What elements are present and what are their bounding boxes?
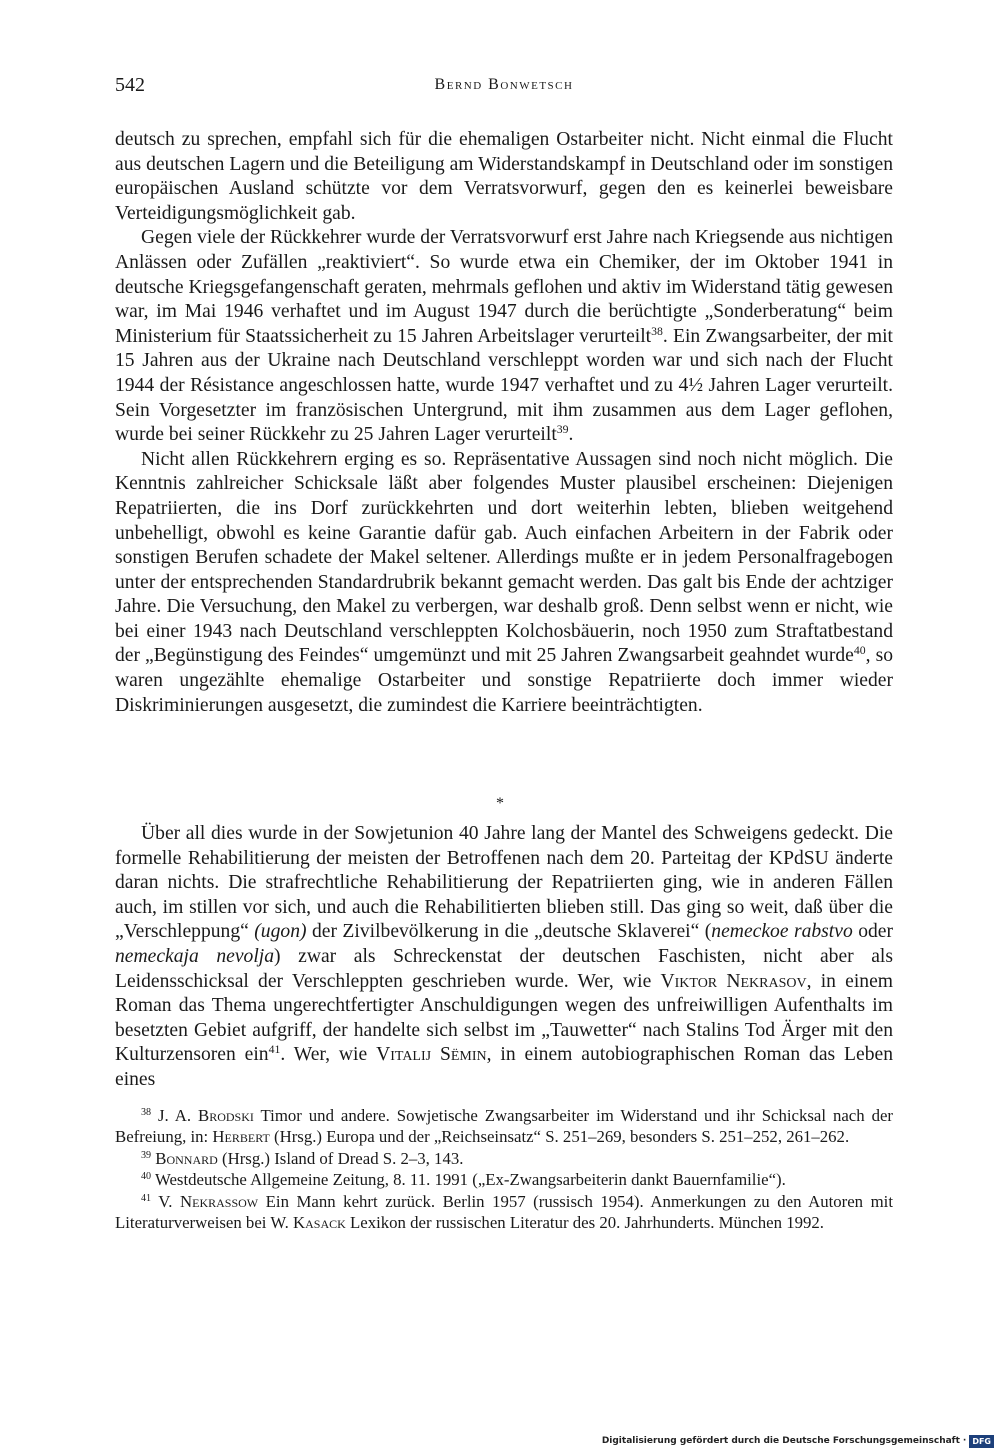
footnote-ref-40[interactable]: 40: [853, 644, 866, 658]
paragraph-3: Nicht allen Rückkehrern erging es so. Repräsentative Aussagen sind noch nicht möglich. Die Kenntnis zahlreicher Schicksale läßt aber folgendes Muster plausibel erscheinen: Diejenigen Repatriierten, die ins Dorf zurückkehrten und dort weiterhin lebten, blieben weitgehend unbehelligt, obwohl es keine Garantie dafür gab. Auch einfachen Arbeitern in der Fabrik oder sonstigen Berufen schadete der Makel seltener. Allerdings mußte er in jedem Personalfragebogen unter der entsprechenden Standardrubrik bekannt gemacht werden. Das galt bis Ende der achtziger Jahre. Die Versuchung, den Makel zu verbergen, war deshalb groß. Denn selbst wenn er nicht, wie bei einer 1943 nach Deutschland verschleppten Kolchosbäuerin, noch 1950 zum Straftatbestand der „Begünstigung des Feindes“ umgemünzt und mit 25 Jahren Zwangsarbeit geahndet wurde$^{40}$, so waren ungezählte ehemalige Ostarbeiter und sonstige Repatriierte doch immer wieder Diskriminierungen ausgesetzt, die zumindest die Karriere beeinträchtigten.: [115, 448, 893, 716]
page-header: [115, 74, 893, 104]
footnote-38: $^{38}$ J. A. Brodski Timor und andere. Sowjetische Zwangsarbeiter im Widerstand und ihr Schicksal nach der Befreiung, in: Herbert (Hrsg.) Europa und der „Reichseinsatz“ S. 251–269, besonders S. 251–252, 261–262.: [115, 1106, 894, 1147]
running-head: Bernd Bonwetsch: [434, 76, 574, 93]
footnote-ref-38[interactable]: 38: [651, 324, 663, 338]
footer-separator: ·: [962, 1436, 967, 1446]
paragraph-1: deutsch zu sprechen, empfahl sich für die ehemaligen Ostarbeiter nicht. Nicht einmal die Flucht aus deutschen Lagern und die Beteiligung am Widerstandskampf in Deutschland oder im sonstigen europäischen Ausland schützte vor dem Verratsvorwurf, gegen den es keinerlei beweisbare Verteidigungsmöglichkeit gab.: [115, 129, 893, 224]
footer-text: Digitalisierung gefördert durch die Deutsche Forschungsgemeinschaft: [601, 1436, 960, 1446]
footnote-ref-39[interactable]: 39: [556, 423, 569, 437]
main-text-lower: [115, 822, 893, 1093]
footnote-41: $^{41}$ V. Nekrassow Ein Mann kehrt zurück. Berlin 1957 (russisch 1954). Anmerkungen zu den Autoren mit Literaturverweisen bei W. Kasack Lexikon der russischen Literatur des 20. Jahrhunderts. München 1992.: [115, 1191, 893, 1233]
page-number: 542: [115, 74, 145, 96]
dfg-logo-icon: DFG: [969, 1435, 994, 1448]
author-name-nekrasov: Viktor Nekrasov: [660, 970, 807, 992]
footnotes: [115, 1105, 893, 1233]
digitization-footer: [602, 1434, 994, 1448]
author-name-semin: Vitalij Sëmin: [376, 1044, 487, 1066]
section-separator: *: [496, 795, 504, 812]
main-text-upper: [115, 128, 893, 718]
paragraph-4: Über all dies wurde in der Sowjetunion 40 Jahre lang der Mantel des Schweigens gedeckt. Die formelle Rehabilitierung der meisten der Betroffenen nach dem 20. Parteitag der KPdSU änderte daran nichts. Die strafrechtliche Rehabilitierung der Repatriierten ging, wie in anderen Fällen auch, im stillen vor sich, und auch die Rehabilitierten blieben still. Das ging so weit, daß über die „Verschleppung“ (ugon) der Zivilbevölkerung in die „deutsche Sklaverei“ (nemeckoe rabstvo oder nemeckaja nevolja) zwar als Schreckenstat der deutschen Faschisten, nicht aber als Leidensschicksal der Verschleppten geschrieben wurde. Wer, wie Viktor Nekrasov, in einem Roman das Thema ungerechtfertigter Anschuldigungen wegen des unfreiwilligen Aufenthalts im besetzten Gebiet aufgriff, der handelte sich selbst im „Tauwetter“ nach Stalins Tod Ärger mit den Kulturzensoren ein$^{41}$. Wer, wie Vitalij Sëmin, in einem autobiographischen Roman das Leben eines: [115, 823, 894, 1090]
paragraph-2: Gegen viele der Rückkehrer wurde der Verratsvorwurf erst Jahre nach Kriegsende aus nichtigen Anlässen oder Zufällen „reaktiviert“. So wurde etwa ein Chemiker, der im Oktober 1941 in deutsche Kriegsgefangenschaft geraten, mehrmals geflohen und aktiv im Widerstand tätig gewesen war, im Mai 1946 verhaftet und im August 1947 durch die berüchtigte „Sonderberatung“ beim Ministerium für Staatssicherheit zu 15 Jahren Arbeitslager verurteilt$^{38}$. Ein Zwangsarbeiter, der mit 15 Jahren aus der Ukraine nach Deutschland verschleppt worden war und sich nach der Flucht 1944 der Résistance angeschlossen hatte, wurde 1947 verhaftet und zu 4½ Jahren Lager verurteilt. Sein Vorgesetzter im französischen Untergrund, mit ihm zusammen aus dem Lager geflohen, wurde bei seiner Rückkehr zu 25 Jahren Lager verurteilt$^{39}$.: [115, 227, 893, 446]
footnote-39: $^{39}$ Bonnard (Hrsg.) Island of Dread S. 2–3, 143.: [141, 1148, 464, 1168]
footnote-40: $^{40}$ Westdeutsche Allgemeine Zeitung, 8. 11. 1991 („Ex-Zwangsarbeiterin dankt Bauernfamilie“).: [141, 1170, 786, 1190]
footnote-ref-41[interactable]: 41: [268, 1043, 281, 1057]
